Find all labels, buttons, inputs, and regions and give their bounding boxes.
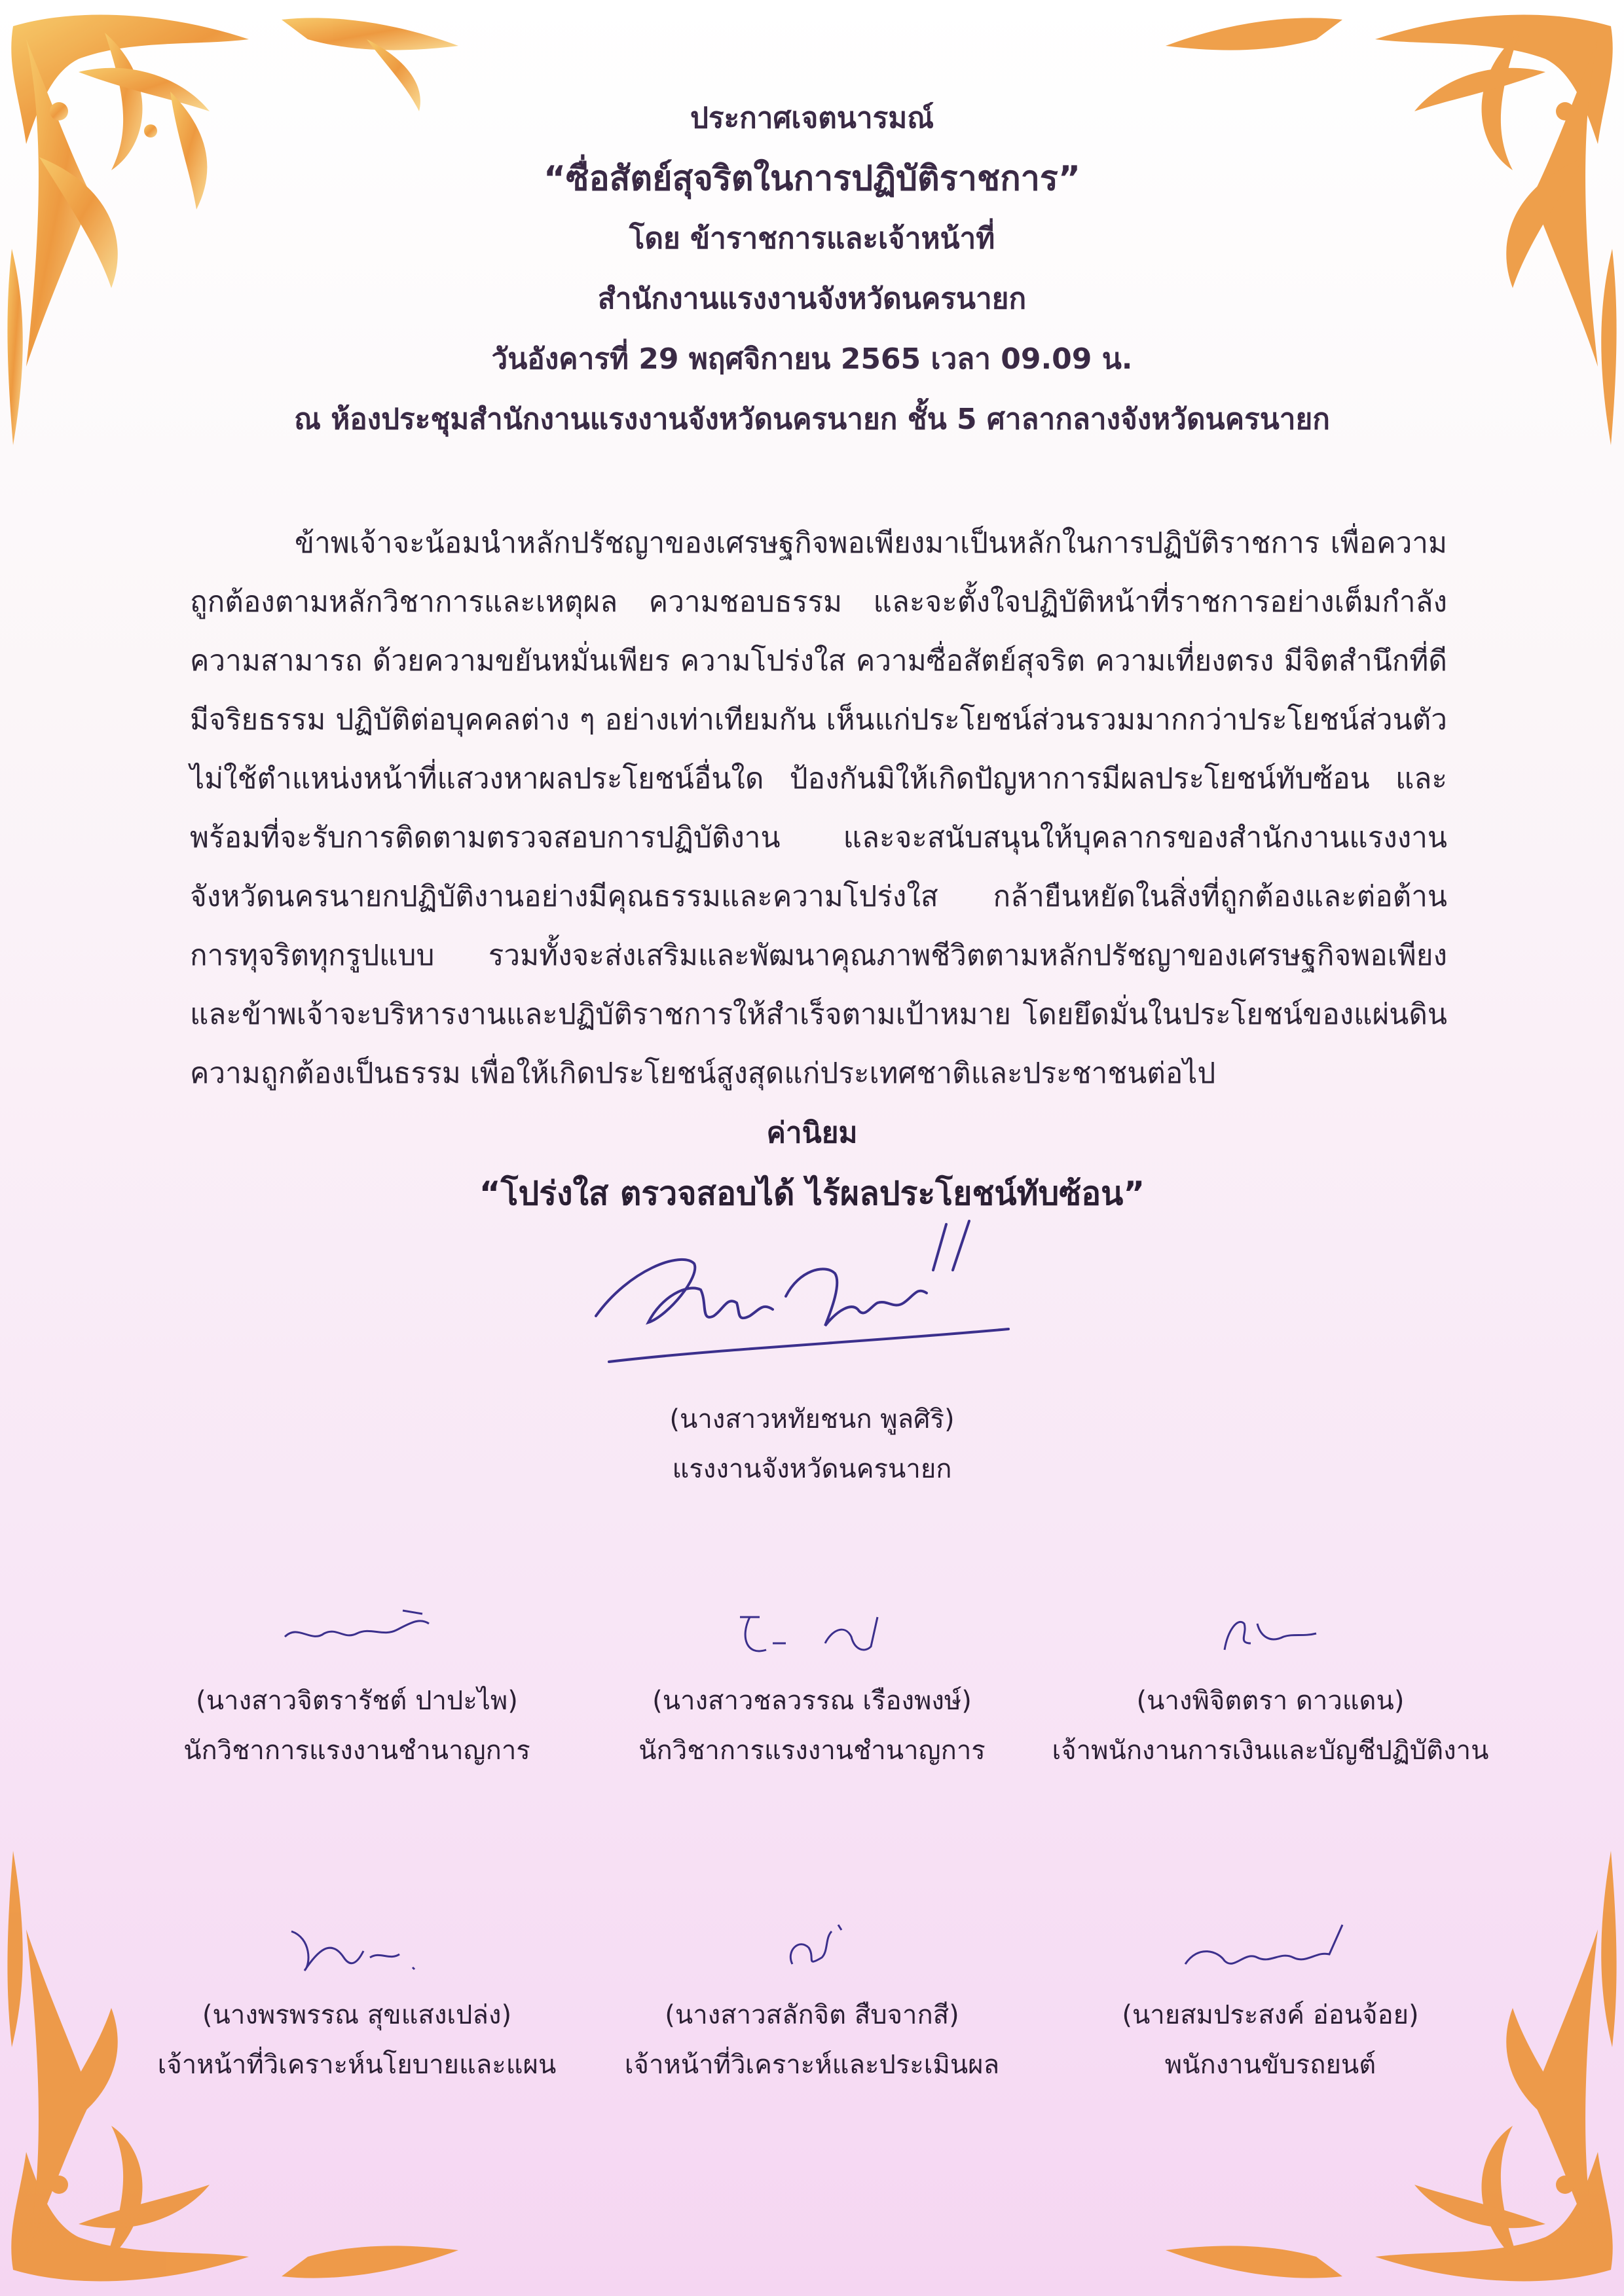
- signatory-name: (นางสาวสลักจิต สืบจากสี): [665, 2000, 959, 2030]
- signatory-position: นักวิชาการแรงงานชำนาญการ: [638, 1736, 986, 1766]
- document-header: [0, 88, 1624, 450]
- header-office: สำนักงานแรงงานจังหวัดนครนายก: [597, 282, 1027, 316]
- motto-section: [0, 1103, 1624, 1224]
- header-venue: ณ ห้องประชุมสำนักงานแรงงานจังหวัดนครนายก ชั้น 5 ศาลากลางจังหวัดนครนายก: [294, 403, 1330, 436]
- signature: [1035, 1597, 1506, 1676]
- signature: [121, 1597, 593, 1676]
- signature: [121, 1912, 593, 1990]
- signatory-position: นักวิชาการแรงงานชำนาญการ: [183, 1736, 530, 1766]
- signatory-block: [121, 1912, 593, 2090]
- header-date: วันอังคารที่ 29 พฤศจิกายน 2565 เวลา 09.09 น.: [491, 342, 1133, 376]
- signatory-block: [1035, 1912, 1506, 2090]
- main-signatory-position: แรงงานจังหวัดนครนายก: [672, 1454, 952, 1484]
- signatory-block: [1035, 1597, 1506, 1776]
- header-heading: ประกาศเจตนารมณ์: [690, 101, 934, 135]
- signature: [576, 1912, 1048, 1990]
- signatory-block: [121, 1597, 593, 1776]
- signatory-position: พนักงานขับรถยนต์: [1164, 2050, 1376, 2080]
- signatory-name: (นางสาวชลวรรณ เรืองพงษ์): [652, 1686, 972, 1716]
- signatory-position: เจ้าหน้าที่วิเคราะห์นโยบายและแผน: [157, 2050, 557, 2080]
- motto-text: “โปร่งใส ตรวจสอบได้ ไร้ผลประโยชน์ทับซ้อน”: [479, 1175, 1145, 1212]
- signatory-name: (นางพรพรรณ สุขแสงเปล่ง): [202, 2000, 512, 2030]
- signatory-position: เจ้าหน้าที่วิเคราะห์และประเมินผล: [624, 2050, 1000, 2080]
- main-signatory: [0, 1394, 1624, 1494]
- signatory-name: (นางสาวจิตรารัชต์ ปาปะไพ): [196, 1686, 518, 1716]
- signature: [576, 1597, 1048, 1676]
- signature: [1035, 1912, 1506, 1990]
- main-signatory-name: (นางสาวหทัยชนก พูลศิริ): [669, 1404, 955, 1434]
- signatory-block: [576, 1597, 1048, 1776]
- document-title: “ซื่อสัตย์สุจริตในการปฏิบัติราชการ”: [543, 159, 1081, 198]
- motto-label: ค่านิยม: [766, 1116, 858, 1150]
- signatory-position: เจ้าพนักงานการเงินและบัญชีปฏิบัติงาน: [1052, 1736, 1489, 1766]
- pledge-paragraph: ข้าพเจ้าจะน้อมนำหลักปรัชญาของเศรษฐกิจพอเพียงมาเป็นหลักในการปฏิบัติราชการ เพื่อความถูกต้องตามหลักวิชาการและเหตุผล ความชอบธรรม และจะตั้งใจปฏิบัติหน้าที่ราชการอย่างเต็มกำลังความสามารถ ด้วยความขยันหมั่นเพียร ความโปร่งใส ความซื่อสัตย์สุจริต ความเที่ยงตรง มีจิตสำนึกที่ดีมีจริยธรรม ปฏิบัติต่อบุคคลต่าง ๆ อย่างเท่าเทียมกัน เห็นแก่ประโยชน์ส่วนรวมมากกว่าประโยชน์ส่วนตัว ไม่ใช้ตำแหน่งหน้าที่แสวงหาผลประโยชน์อื่นใด ป้องกันมิให้เกิดปัญหาการมีผลประโยชน์ทับซ้อน และพร้อมที่จะรับการติดตามตรวจสอบการปฏิบัติงาน และจะสนับสนุนให้บุคลากรของสำนักงานแรงงานจังหวัดนครนายกปฏิบัติงานอย่างมีคุณธรรมและความโปร่งใส กล้ายืนหยัดในสิ่งที่ถูกต้องและต่อต้านการทุจริตทุกรูปแบบ รวมทั้งจะส่งเสริมและพัฒนาคุณภาพชีวิตตามหลักปรัชญาของเศรษฐกิจพอเพียง และข้าพเจ้าจะบริหารงานและปฏิบัติราชการให้สำเร็จตามเป้าหมาย โดยยึดมั่นในประโยชน์ของแผ่นดิน ความถูกต้องเป็นธรรม เพื่อให้เกิดประโยชน์สูงสุดแก่ประเทศชาติและประชาชนต่อไป: [190, 526, 1447, 1090]
- signatory-name: (นายสมประสงค์ อ่อนจ้อย): [1122, 2000, 1419, 2030]
- signatory-block: [576, 1912, 1048, 2090]
- signatory-name: (นางพิจิตตรา ดาวแดน): [1136, 1686, 1405, 1716]
- main-signature: [589, 1211, 1022, 1388]
- header-by-line: โดย ข้าราชการและเจ้าหน้าที่: [629, 222, 995, 255]
